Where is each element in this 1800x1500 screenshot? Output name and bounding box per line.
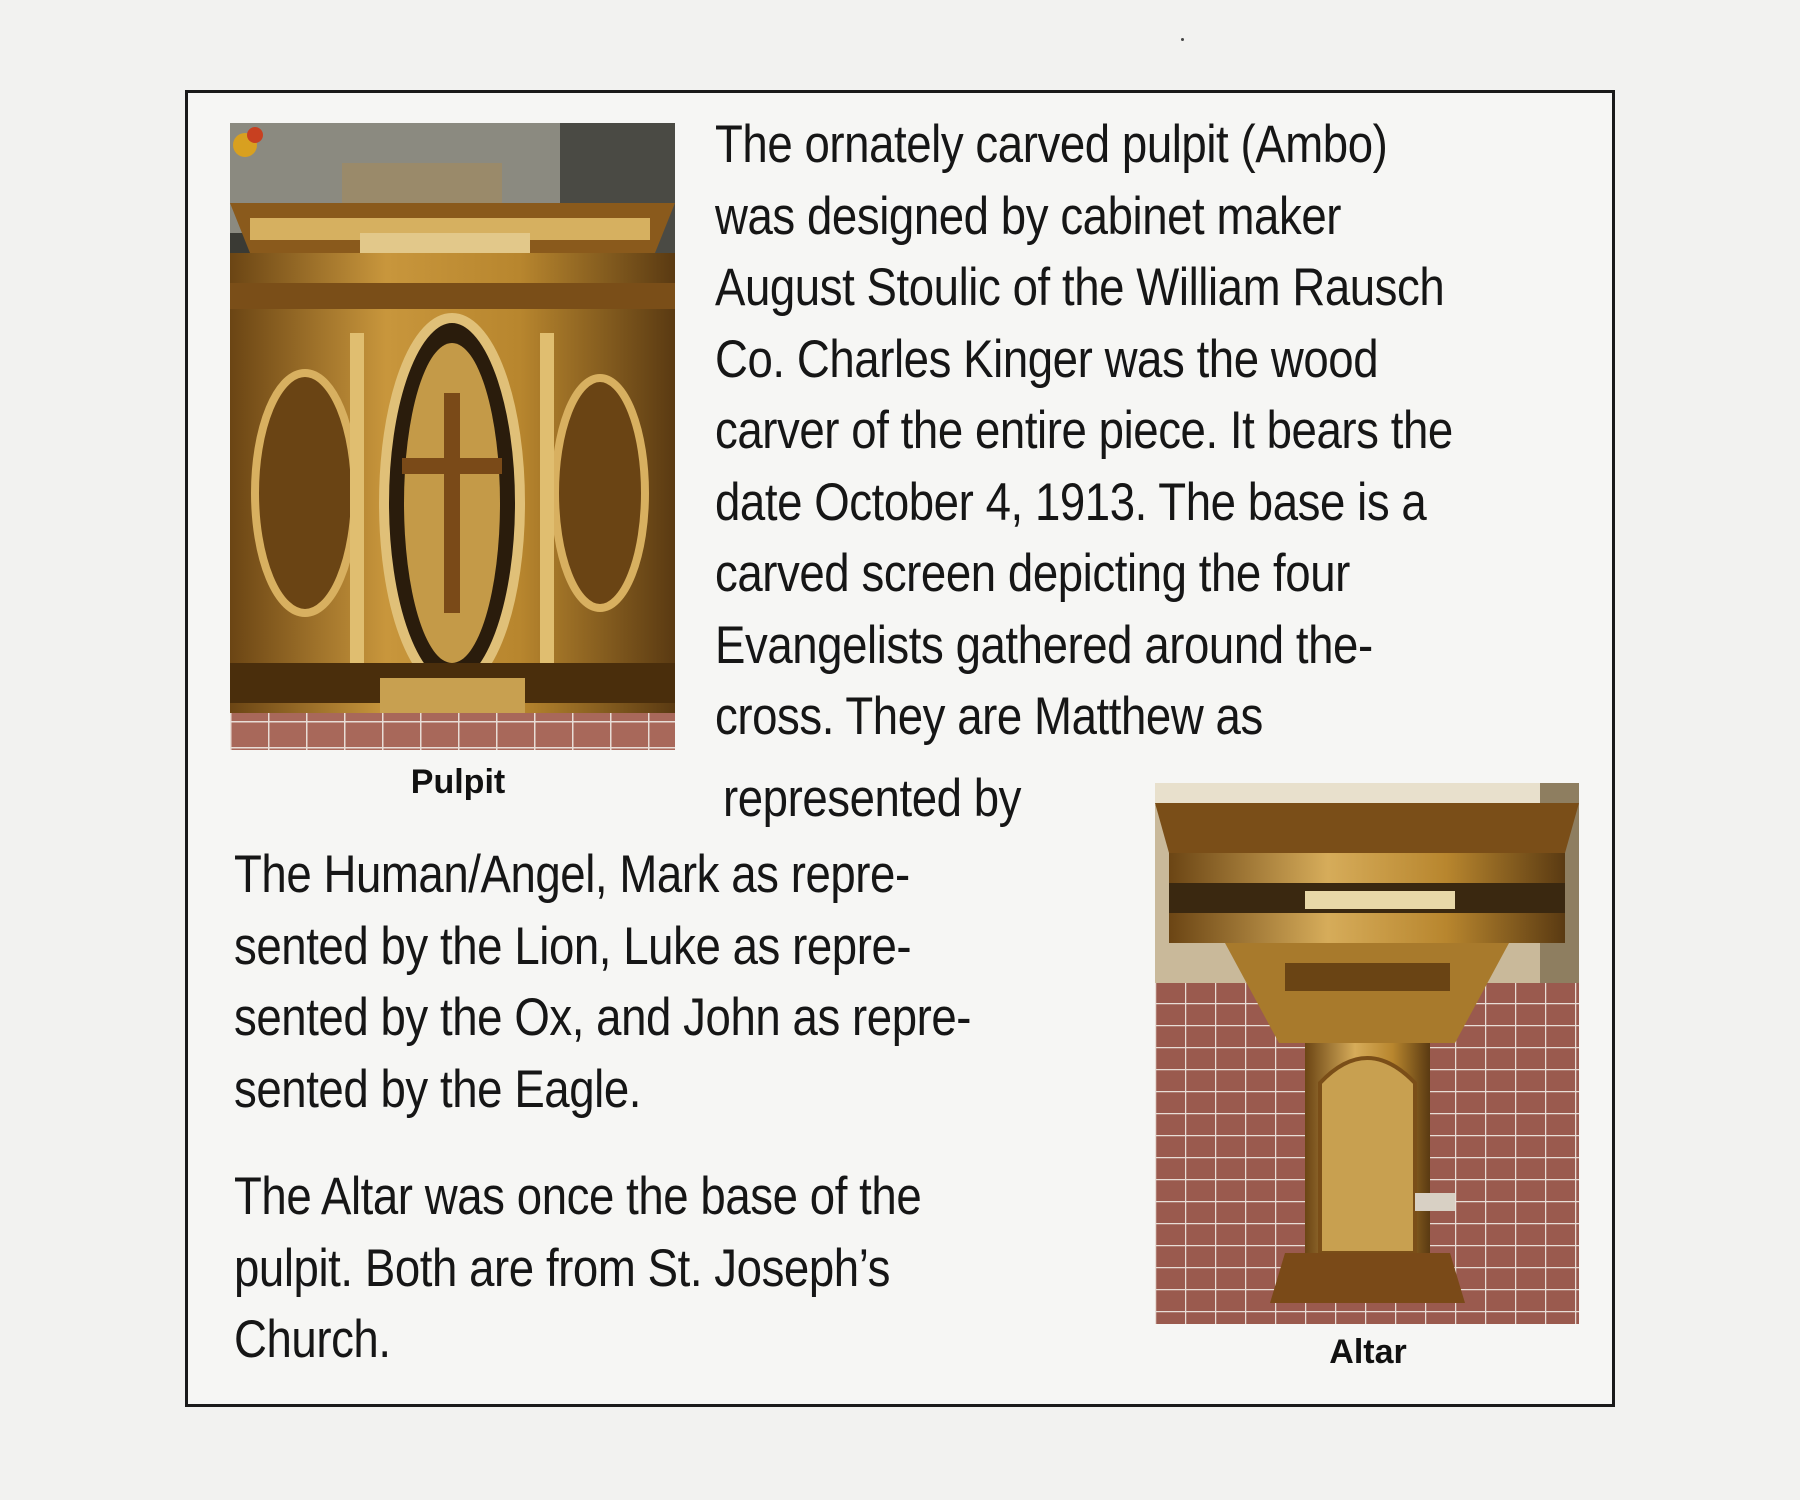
text-line: Church.	[234, 1310, 391, 1369]
evangelists-paragraph	[234, 839, 971, 1125]
document-frame	[185, 90, 1615, 1407]
text-line: represented by	[723, 769, 1022, 828]
pulpit-caption: Pulpit	[410, 763, 506, 801]
altar-caption: Altar	[1329, 1333, 1407, 1371]
pulpit-photo	[230, 123, 675, 750]
altar-photo	[1155, 783, 1579, 1324]
text-line: was designed by cabinet maker	[715, 186, 1342, 246]
text-line: sented by the Eagle.	[234, 1059, 641, 1119]
text-line: carved screen depicting the four	[715, 544, 1350, 603]
text-line: sented by the Lion, Luke as repre-	[234, 916, 912, 976]
text-line: The Human/Angel, Mark as repre-	[234, 845, 910, 904]
text-line: The ornately carved pulpit (Ambo)	[715, 115, 1388, 174]
text-line: August Stoulic of the William Rausch	[715, 258, 1445, 317]
text-line: pulpit. Both are from St. Joseph’s	[234, 1238, 890, 1298]
text-line: date October 4, 1913. The base is a	[715, 472, 1427, 532]
bridge-line	[723, 763, 1021, 835]
intro-paragraph	[715, 109, 1453, 753]
text-line: carver of the entire piece. It bears the	[715, 401, 1453, 460]
text-line: The Altar was once the base of the	[234, 1167, 922, 1226]
text-line: Co. Charles Kinger was the wood	[715, 329, 1379, 389]
text-line: cross. They are Matthew as	[715, 687, 1263, 746]
scan-speck	[1181, 38, 1184, 41]
altar-image	[1155, 783, 1579, 1324]
pulpit-image	[230, 123, 675, 750]
text-line: sented by the Ox, and John as repre-	[234, 988, 972, 1047]
altar-paragraph	[234, 1161, 921, 1376]
text-line: Evangelists gathered around the-	[715, 615, 1373, 675]
